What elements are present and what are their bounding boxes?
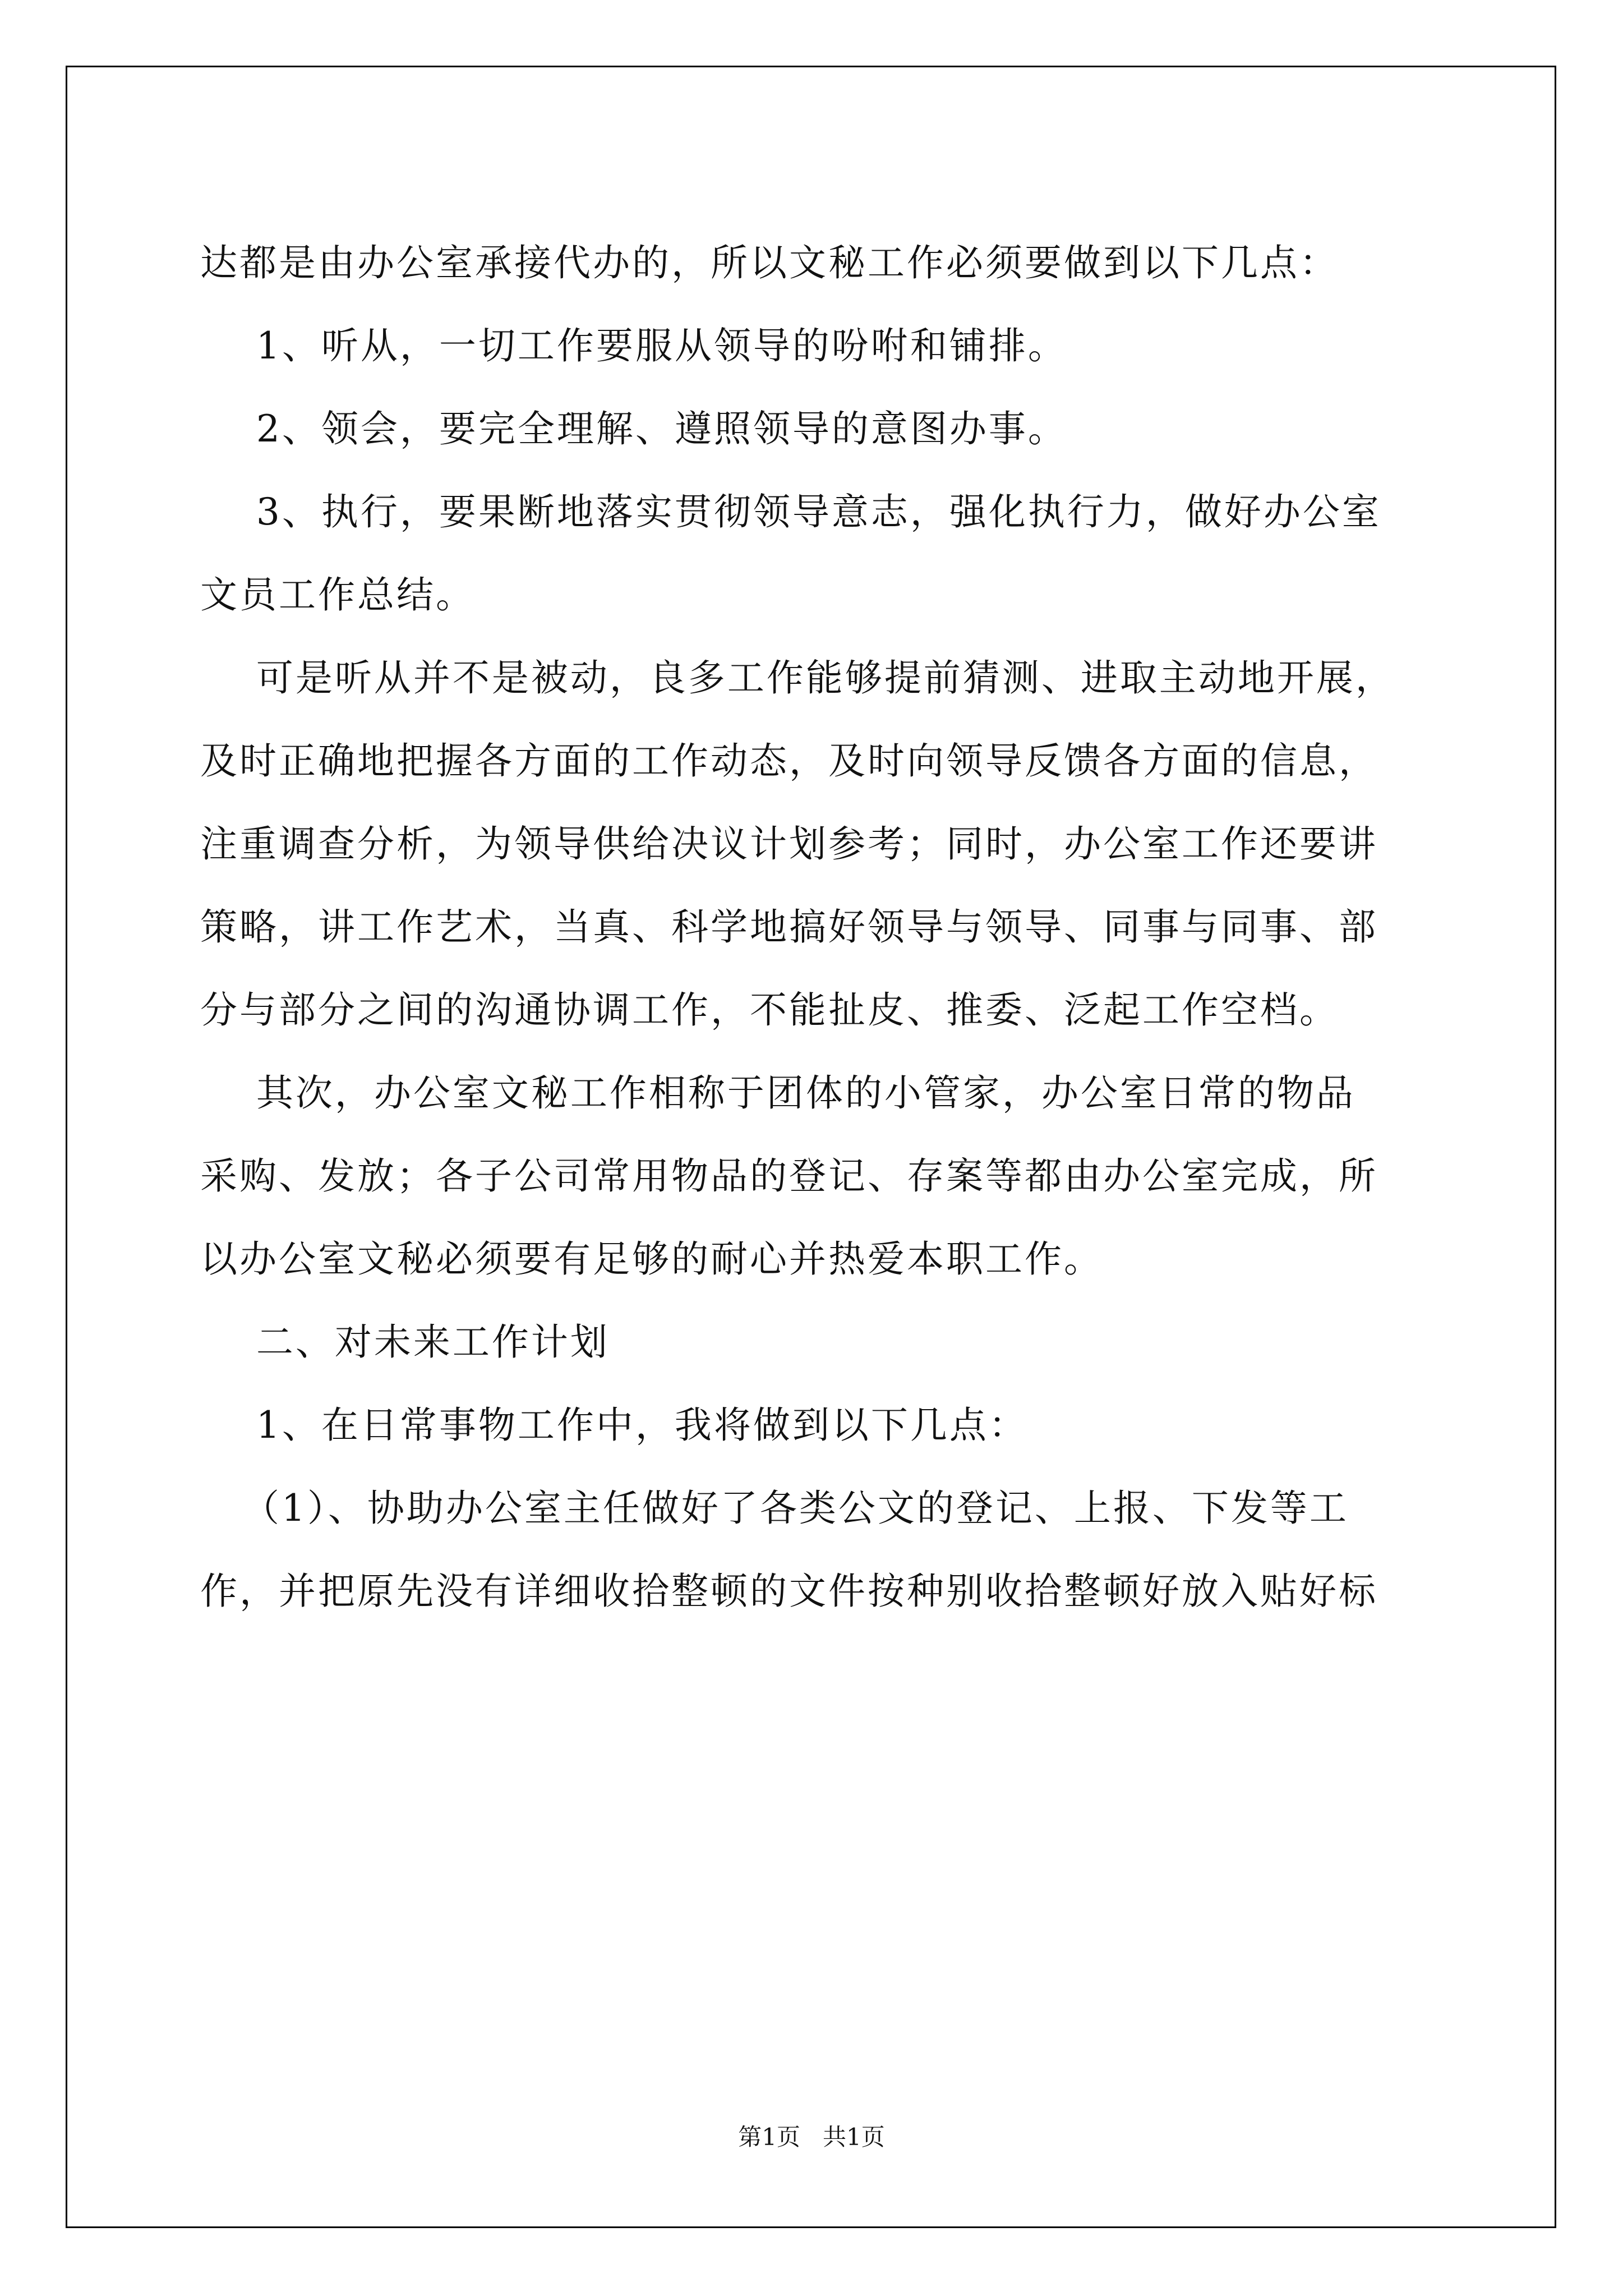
body-line: 分与部分之间的沟通协调工作，不能扯皮、推委、泛起工作空档。 [200, 988, 1339, 1032]
body-line: 注重调查分析，为领导供给决议计划参考；同时，办公室工作还要讲 [200, 822, 1378, 866]
body-line: 文员工作总结。 [200, 573, 475, 616]
body-line: 2、领会，要完全理解、遵照领导的意图办事。 [200, 407, 1067, 450]
section-heading: 二、对未来工作计划 [200, 1320, 610, 1364]
body-line: 其次，办公室文秘工作相称于团体的小管家，办公室日常的物品 [200, 1071, 1355, 1115]
page-number-footer: 第1页 共1页 [738, 2123, 885, 2151]
body-line: 可是听从并不是被动，良多工作能够提前猜测、进取主动地开展， [200, 656, 1395, 700]
document-body [200, 222, 1468, 1633]
body-line: 以办公室文秘必须要有足够的耐心并热爱本职工作。 [200, 1237, 1103, 1281]
body-line: 及时正确地把握各方面的工作动态，及时向领导反馈各方面的信息， [200, 739, 1378, 783]
body-line: （1）、协助办公室主任做好了各类公文的登记、上报、下发等工 [200, 1487, 1349, 1530]
body-line: 1、在日常事物工作中，我将做到以下几点： [200, 1404, 1028, 1447]
body-line: 1、听从，一切工作要服从领导的吩咐和铺排。 [200, 324, 1067, 367]
body-line: 采购、发放；各子公司常用物品的登记、存案等都由办公室完成，所 [200, 1154, 1378, 1198]
body-line: 策略，讲工作艺术，当真、科学地搞好领导与领导、同事与同事、部 [200, 905, 1378, 949]
body-line: 3、执行，要果断地落实贯彻领导意志，强化执行力，做好办公室 [200, 490, 1381, 533]
body-line: 达都是由办公室承接代办的，所以文秘工作必须要做到以下几点： [200, 241, 1339, 284]
body-line: 作，并把原先没有详细收拾整顿的文件按种别收拾整顿好放入贴好标 [200, 1570, 1378, 1613]
